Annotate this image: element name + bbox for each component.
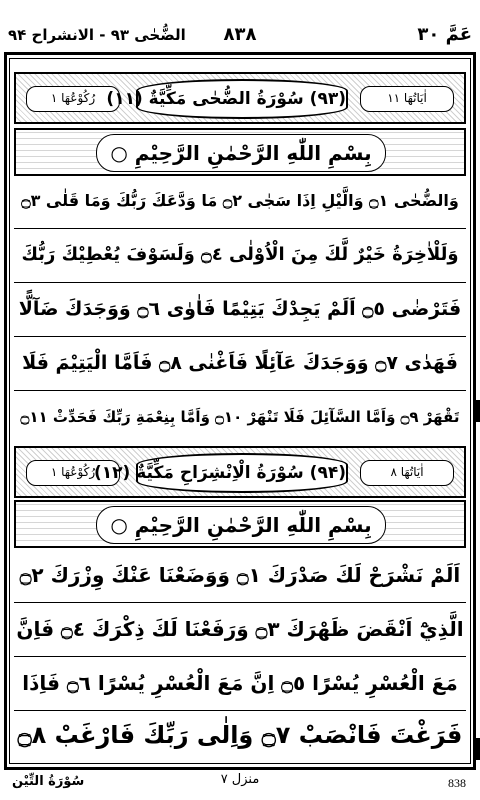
surah-title: (۹۴) سُوْرَةُ الْاِنْشِرَاحِ مَكِّيَّةٌ (۱۲) xyxy=(136,453,348,493)
page-footer xyxy=(0,770,480,800)
verse-line: فَتَرْضٰى ۝٥ اَلَمْ يَجِدْكَ يَتِيْمًا فَاٰوٰى ۝٦ وَوَجَدَكَ ضَآلًّا xyxy=(18,298,462,320)
next-surah-label: سُوْرَةُ التِّيْن xyxy=(12,774,85,789)
ruku-count: رُكُوْعُهَا ۱ xyxy=(26,460,120,486)
page-number-arabic: ۸۳۸ xyxy=(223,24,257,45)
ayat-count: اٰيَاتُهَا ۸ xyxy=(360,460,454,486)
bismillah-text: بِسْمِ اللّٰهِ الرَّحْمٰنِ الرَّحِيْمِ ○ xyxy=(96,506,386,544)
surah-banner-93 xyxy=(14,72,466,124)
line-divider xyxy=(14,602,466,603)
verse-line: وَالضُّحٰى ۝١ وَالَّيْلِ اِذَا سَجٰى ۝٢ مَا وَدَّعَكَ رَبُّكَ وَمَا قَلٰى ۝٣ xyxy=(21,191,459,210)
bismillah-panel xyxy=(14,500,466,548)
verse-line: اَلَمْ نَشْرَحْ لَكَ صَدْرَكَ ۝١ وَوَضَعْنَا عَنْكَ وِزْرَكَ ۝٢ xyxy=(19,563,461,587)
verse-line: الَّذِيْٓ اَنْقَضَ ظَهْرَكَ ۝٣ وَرَفَعْنَا لَكَ ذِكْرَكَ ۝٤ فَاِنَّ xyxy=(16,617,464,641)
verse-line: مَعَ الْعُسْرِ يُسْرًا ۝٥ اِنَّ مَعَ الْعُسْرِ يُسْرًا ۝٦ فَاِذَا xyxy=(22,671,458,695)
line-divider xyxy=(14,228,466,229)
verse-line: فَرَغْتَ فَانْصَبْ ۝٧ وَاِلٰى رَبِّكَ فَارْغَبْ ۝٨ xyxy=(17,721,463,749)
bismillah-panel xyxy=(14,128,466,176)
surah-names: الضُّحٰی ۹۳ - الانشراح ۹۴ xyxy=(8,26,186,44)
line-divider xyxy=(14,336,466,337)
margin-marker xyxy=(474,738,480,760)
verse-line: وَلَلْاٰخِرَةُ خَيْرٌ لَّكَ مِنَ الْاُوْلٰى ۝٤ وَلَسَوْفَ يُعْطِيْكَ رَبُّكَ xyxy=(21,244,459,265)
ruku-count: رُكُوْعُهَا ۱ xyxy=(26,86,120,112)
line-divider xyxy=(14,390,466,391)
surah-title: (۹۳) سُوْرَةُ الضُّحٰی مَكِّيَّةٌ (۱۱) xyxy=(136,79,348,119)
juz-label: عَمَّ ۳۰ xyxy=(417,24,472,45)
ayat-count: اٰيَاتُهَا ۱۱ xyxy=(360,86,454,112)
verse-line: فَهَدٰى ۝٧ وَوَجَدَكَ عَآئِلًا فَاَغْنٰى ۝٨ فَاَمَّا الْيَتِيْمَ فَلَا xyxy=(22,352,458,374)
line-divider xyxy=(14,656,466,657)
verse-line: تَقْهَرْ ۝٩ وَاَمَّا السَّآئِلَ فَلَا تَنْهَرْ ۝١٠ وَاَمَّا بِنِعْمَةِ رَبِّكَ فَحَدِّثْ ۝١١ xyxy=(20,408,460,426)
bismillah-text: بِسْمِ اللّٰهِ الرَّحْمٰنِ الرَّحِيْمِ ○ xyxy=(96,134,386,172)
surah-banner-94 xyxy=(14,446,466,498)
manzil-label: منزل ۷ xyxy=(220,772,260,787)
page-number: 838 xyxy=(448,776,466,790)
page-header xyxy=(0,0,480,52)
margin-marker xyxy=(474,400,480,422)
line-divider xyxy=(14,282,466,283)
